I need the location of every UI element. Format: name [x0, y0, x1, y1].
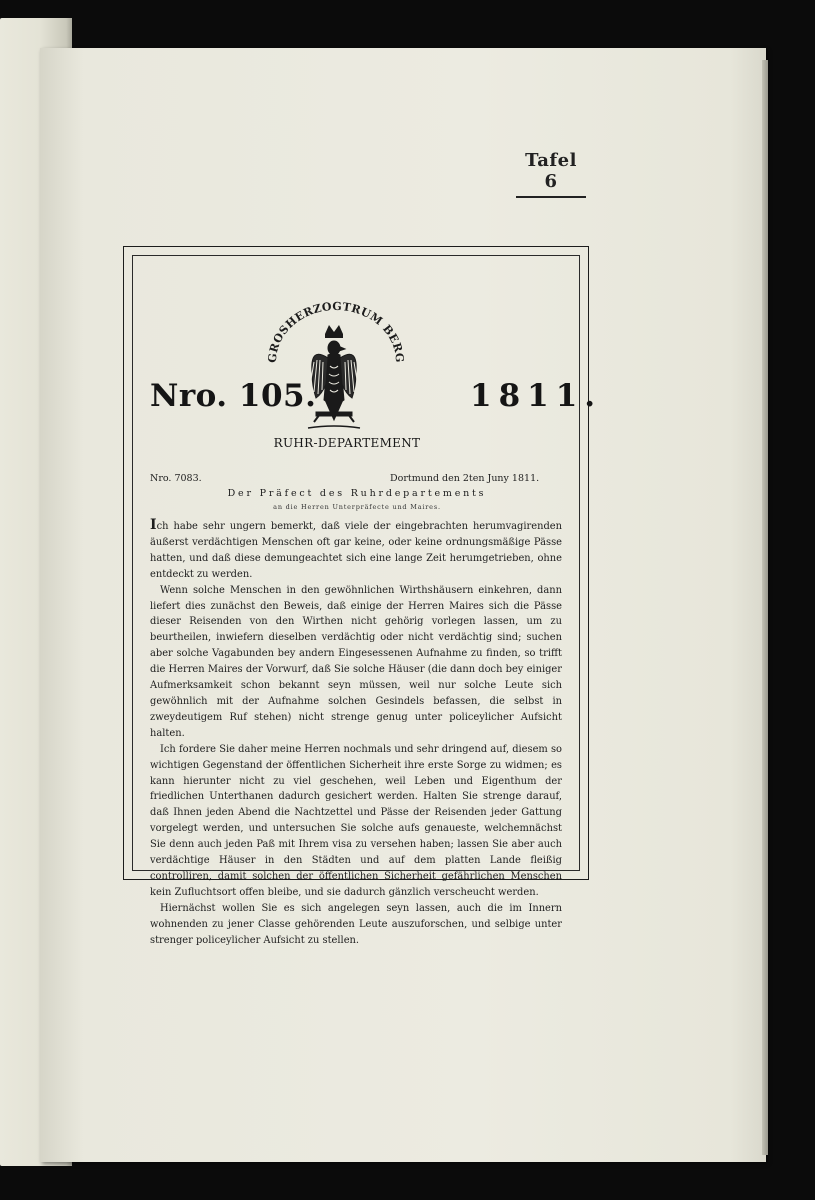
- dateline: Dortmund den 2ten Juny 1811.: [390, 473, 540, 484]
- sender-line: Der Präfect des Ruhrdepartements: [227, 488, 487, 499]
- paragraph: Hiernächst wollen Sie es sich angelegen seyn lassen, auch die im Innern wohnenden zu jener Classe gehörenden Leute auszuforschen, und selbige unter strenger policeylicher Aufsicht zu stellen.: [150, 902, 562, 946]
- issue-year: 1811.: [470, 378, 603, 414]
- eagle-emblem-icon: [254, 300, 414, 450]
- paragraph: Ich fordere Sie daher meine Herren nochmals und sehr dringend auf, diesem so wichtigen Gegenstand der öffentlichen Sicherheit ihre erste Sorge zu widmen; es kann hierunter nicht zu viel geschehen, weil Leben und Eigenthum der friedlichen Unterthanen dadurch gesichert werden. Halten Sie strenge darauf, daß Ihnen jeden Abend die Nachtzettel und Pässe der Reisenden jeder Gattung vorgelegt werden, und untersuchen Sie solche aufs genaueste, welchemnächst Sie denn auch jeden Paß mit Ihrem visa zu versehen haben; lassen Sie aber auch verdächtige Häuser in den Städten und auf dem platten Lande fleißig controlliren, damit solchen der öffentlichen Sicherheit gefährlichen Menschen kein Zufluchtsort offen bleibe, und sie dadurch gänzlich verscheucht werden.: [150, 743, 562, 898]
- issue-number: Nro. 105.: [150, 378, 317, 414]
- crown-icon: [325, 325, 343, 338]
- paragraph: Wenn solche Menschen in den gewöhnlichen Wirthshäusern einkehren, dann liefert dies zunächst den Beweis, daß einige der Herren Maires sich die Pässe dieser Reisenden von den Wirthen nicht gehörig vorlegen lassen, um zu beurtheilen, inwiefern dieselben verdächtig oder nicht verdächtig sind; suchen aber solche Vagabunden bey andern Eingesessenen Aufnahme zu finden, so trifft die Herren Maires der Vorwurf, daß Sie solche Häuser (die dann doch bey einiger Aufmerksamkeit schon bekannt seyn müssen, weil nur solche Leute sich gewöhnlich mit der Aufnahme solchen Gesindels befassen, die selbst in zweydeutigem Ruf stehen) nicht strenge genug unter policeylicher Aufsicht halten.: [150, 584, 562, 739]
- reference-number: Nro. 7083.: [150, 473, 202, 484]
- plate-label: Tafel 6: [516, 150, 586, 198]
- paragraph: Ich habe sehr ungern bemerkt, daß viele der eingebrachten herumvagirenden äußerst verdächtigen Menschen oft gar keine, oder keine ordnungsmäßige Pässe hatten, und daß diese demungeachtet sich eine lange Zeit herumgetrieben, ohne entdeckt zu werden.: [150, 517, 562, 580]
- department-name: RUHR-DEPARTEMENT: [273, 436, 421, 450]
- emblem-arc-text: GROSHERZOGTRUM BERG: [265, 300, 407, 364]
- addressee-line: an die Herren Unterpräfecte und Maires.: [273, 503, 441, 511]
- page-edge: [762, 60, 768, 1155]
- decree-body: [150, 518, 562, 948]
